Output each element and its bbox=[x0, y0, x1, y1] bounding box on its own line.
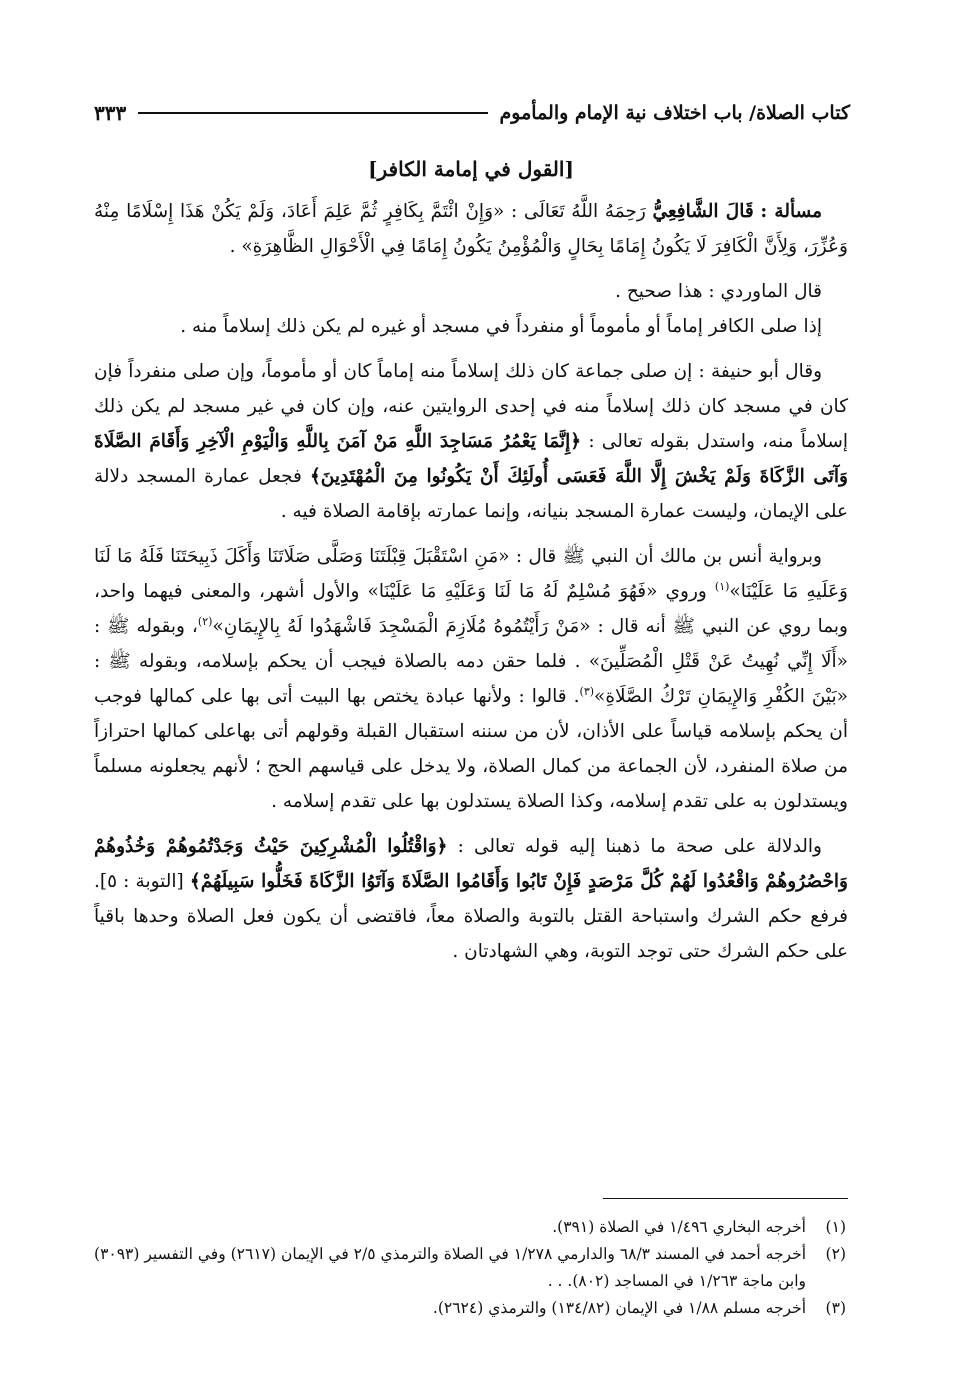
paragraph-4-text-d: . قالوا : ولأنها عبادة يختص بها البيت أتى بها على كمالها فوجب أن يحكم بإسلامه قياساً على الأذان، لأن من سننه استقبال القبلة وقولهم أتى بهاعلى كمالها احترازاً من صلاة المنفرد، لأن الجماعة من كمال الصلاة، ولا يدخل على قياسهم الحج ؛ لأنهم يجعلونه مسلماً ويستدلون به على تقدم إسلامه، وكذا الصلاة يستدلون بها على تقدم إسلامه . bbox=[94, 686, 848, 812]
running-title: كتاب الصلاة/ باب اختلاف نية الإمام والمأموم bbox=[499, 102, 850, 124]
footnote-ref-2[interactable]: (٢) bbox=[197, 614, 213, 628]
footnote-text: أخرجه البخاري ١/٤٩٦ في الصلاة (٣٩١). bbox=[552, 1218, 806, 1236]
quran-quote-2: ﴿وَاقْتُلُوا الْمُشْرِكِينَ حَيْثُ وَجَدْتُمُوهُمْ وَخُذُوهُمْ وَاحْصُرُوهُمْ وَاقْعُدُوا لَهُمْ كُلَّ مَرْصَدٍ فَإِنْ تَابُوا وَأَقَامُوا الصَّلَاةَ وَآتَوُا الزَّكَاةَ فَخَلُّوا سَبِيلَهُمْ﴾ bbox=[94, 836, 848, 892]
paragraph-5 bbox=[94, 829, 848, 969]
footnote-text: أخرجه أحمد في المسند ٦٨/٣ والدارمي ١/٢٧٨ في الصلاة والترمذي ٢/٥ في الإيمان (٢٦١٧) وفي التفسير (٣٠٩٣) وابن ماجة ١/٢٦٣ في المساجد (٨٠٢). . . bbox=[94, 1245, 806, 1290]
footnote-text: أخرجه مسلم ١/٨٨ في الإيمان (١٣٤/٨٢) والترمذي (٢٦٢٤). bbox=[432, 1299, 806, 1317]
masala-paragraph bbox=[94, 194, 848, 264]
paragraph-5-text-b: [التوبة : ٥]. فرفع حكم الشرك واستباحة القتل بالتوبة والصلاة معاً، فاقتضى أن يكون فعل الصلاة وحدها باقياً على حكم الشرك حتى توجد التوبة، وهي الشهادتان . bbox=[94, 871, 848, 962]
footnotes bbox=[94, 1214, 846, 1322]
paragraph-3 bbox=[94, 354, 848, 529]
page-number: ٣٣٣ bbox=[94, 101, 127, 125]
footnote-number: (١) bbox=[825, 1218, 846, 1236]
paragraph-5-text-a: والدلالة على صحة ما ذهبنا إليه قوله تعالى : bbox=[457, 836, 822, 857]
paragraph-4-text-c: ، وبقوله ﷺ : «أَلَا إِنِّي نُهِيتُ عَنْ قَتْلِ الْمُصَلِّينَ» . فلما حقن دمه بالصلاة فيجب أن يحكم بإسلامه، وبقوله ﷺ : «بَيْنَ الكُفْرِ وَالإِيمَانِ تَرْكُ الصَّلَاةِ» bbox=[94, 616, 848, 707]
page-header bbox=[94, 96, 850, 130]
footnote-3 bbox=[94, 1295, 846, 1322]
paragraph-3-text-b: فجعل عمارة المسجد دلالة على الإيمان، وليست عمارة المسجد بنيانه، وإنما عمارته بإقامة الصلاة فيه . bbox=[94, 466, 848, 522]
main-text bbox=[94, 150, 848, 969]
footnote-number: (٣) bbox=[825, 1299, 846, 1317]
masala-text: رَحِمَهُ اللَّهُ تَعَالَى : «وَإِنْ ائْتَمَّ بِكَافِرٍ ثُمَّ عَلِمَ أَعَادَ، وَلَمْ يَكُنْ هَذَا إِسْلَامًا مِنْهُ وَعُزِّرَ، وَلِأَنَّ الْكَافِرَ لَا يَكُونُ إِمَامًا بِحَالٍ وَالْمُؤْمِنُ يَكُونُ إِمَامًا فِي الْأَحْوَالِ الظَّاهِرَةِ» . bbox=[94, 201, 848, 257]
footnote-ref-1[interactable]: (١) bbox=[714, 579, 730, 593]
masala-speaker: قَالَ الشَّافِعِيُّ bbox=[652, 201, 754, 222]
footnote-2 bbox=[94, 1241, 846, 1295]
footnote-rule bbox=[603, 1198, 848, 1199]
paragraph-1: قال الماوردي : هذا صحيح . bbox=[615, 281, 822, 302]
footnote-ref-3[interactable]: (٣) bbox=[579, 684, 595, 698]
header-rule bbox=[138, 112, 487, 114]
section-heading: [القول في إمامة الكافر] bbox=[368, 157, 574, 181]
footnote-number: (٢) bbox=[825, 1245, 846, 1263]
paragraph-3-text-a: وقال أبو حنيفة : إن صلى جماعة كان ذلك إسلاماً منه إماماً كان أو مأموماً، وإن صلى منفرداً فإن كان في مسجد كان ذلك إسلاماً منه في إحدى الروايتين عنه، وإن كان في غير مسجد لم يكن ذلك إسلاماً منه، واستدل بقوله تعالى : bbox=[94, 361, 848, 452]
paragraph-4-text-a: وبرواية أنس بن مالك أن النبي ﷺ قال : «مَنِ اسْتَقْبَلَ قِبْلَتَنَا وَصَلَّى صَلَاتَنَا وَأَكَلَ ذَبِيحَتَنَا فَلَهُ مَا لَنَا وَعَلَيهِ مَا عَلَيْنَا» bbox=[94, 546, 848, 602]
quran-quote-1: ﴿إِنَّمَا يَعْمُرُ مَسَاجِدَ اللَّهِ مَنْ آمَنَ بِاللَّهِ وَالْيَوْمِ الْآخِرِ وَأَقَامَ الصَّلَاةَ وَآتَى الزَّكَاةَ وَلَمْ يَخْشَ إِلَّا اللَّهَ فَعَسَى أُولَئِكَ أَنْ يَكُونُوا مِنَ الْمُهْتَدِينَ﴾ bbox=[94, 431, 848, 487]
paragraph-2: إذا صلى الكافر إماماً أو مأموماً أو منفرداً في مسجد أو غيره لم يكن ذلك إسلاماً منه . bbox=[180, 316, 822, 337]
paragraph-4 bbox=[94, 539, 848, 819]
footnote-1 bbox=[94, 1214, 846, 1241]
paragraph-4-text-b: وروي «فَهُوَ مُسْلِمٌ لَهُ مَا لَنَا وَعَلَيْهِ مَا عَلَيْنَا» والأول أشهر، والمعنى فيهما واحد، وبما روي عن النبي ﷺ أنه قال : «مَنْ رَأَيْتُمُوهُ مُلَازِمَ الْمَسْجِدَ فَاشْهَدُوا لَهُ بِالإِيمَانِ» bbox=[94, 581, 848, 637]
masala-label: مسألة : bbox=[760, 201, 823, 222]
